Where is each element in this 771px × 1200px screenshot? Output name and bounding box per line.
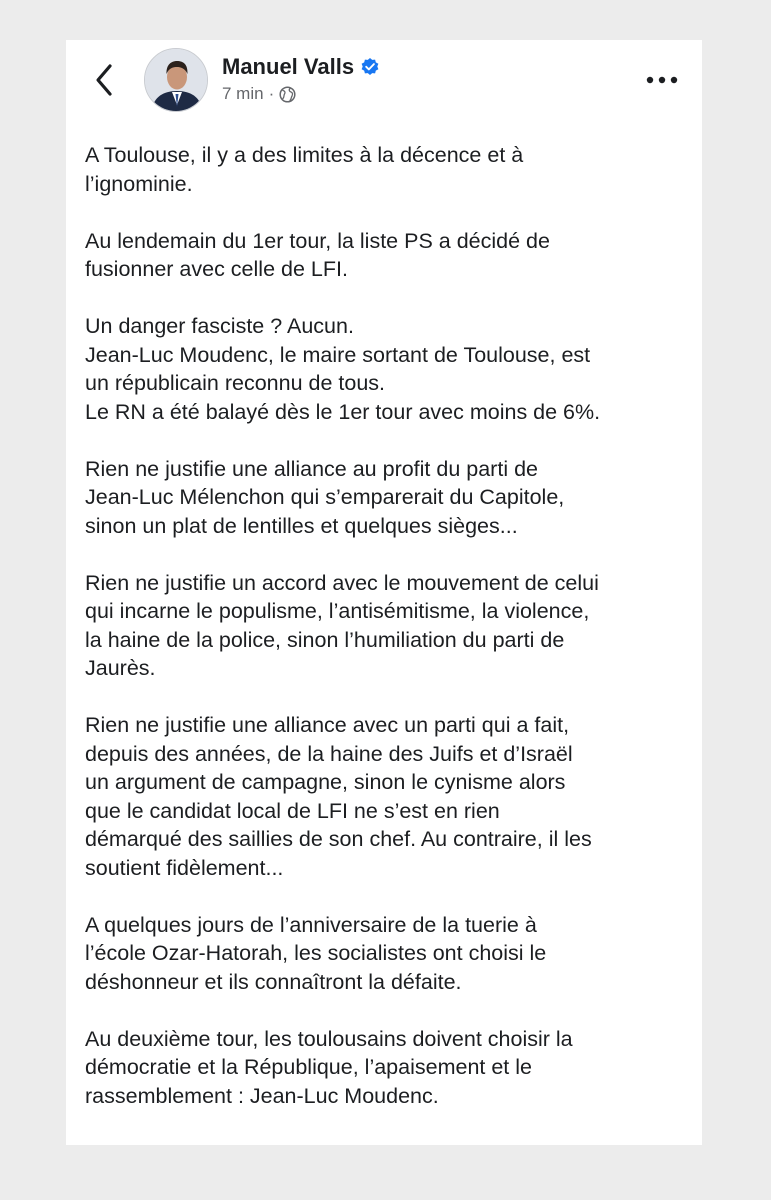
profile-photo [145,49,208,112]
more-horizontal-icon [645,76,679,84]
avatar[interactable] [144,48,208,112]
globe-icon [279,86,296,103]
post-paragraph: Au deuxième tour, les toulousains doivent choisir la démocratie et la République, l’apaisement et le rassemblement : Jean-Luc Moudenc. [85,1026,573,1108]
post-paragraph: A Toulouse, il y a des limites à la décence et à l’ignominie. [85,143,524,196]
author-name-text[interactable]: Manuel Valls [222,54,355,79]
post-timestamp[interactable]: 7 min [222,84,264,103]
meta-separator: · [268,84,275,103]
post-paragraph: A quelques jours de l’anniversaire de la tuerie à l’école Ozar-Hatorah, les socialistes ont choisi le déshonneur et ils connaîtront la défaite. [85,912,547,994]
post-card [66,40,702,1145]
author-name[interactable] [222,54,380,80]
post-text [85,141,689,1110]
post-paragraph: Un danger fasciste ? Aucun. Jean-Luc Moudenc, le maire sortant de Toulouse, est un républicain reconnu de tous. Le RN a été balayé dès le 1er tour avec moins de 6%. [85,314,601,424]
chevron-left-icon [93,63,115,97]
post-paragraph: Rien ne justifie une alliance avec un parti qui a fait, depuis des années, de la haine des Juifs et d’Israël un argument de campagne, sinon le cynisme alors que le candidat local de LFI ne s’est en rien démarqué des saillies de son chef. Au contraire, il les soutient fidèlement... [85,713,592,880]
back-button[interactable] [86,62,122,98]
verified-badge-icon [360,57,380,77]
post-paragraph: Rien ne justifie une alliance au profit du parti de Jean-Luc Mélenchon qui s’emparerait du Capitole, sinon un plat de lentilles et quelques sièges... [85,456,565,538]
more-options-button[interactable] [642,66,682,94]
post-paragraph: Rien ne justifie un accord avec le mouvement de celui qui incarne le populisme, l’antisémitisme, la violence, la haine de la police, sinon l’humiliation du parti de Jaurès. [85,570,599,680]
post-meta [222,84,296,104]
post-paragraph: Au lendemain du 1er tour, la liste PS a décidé de fusionner avec celle de LFI. [85,228,550,281]
